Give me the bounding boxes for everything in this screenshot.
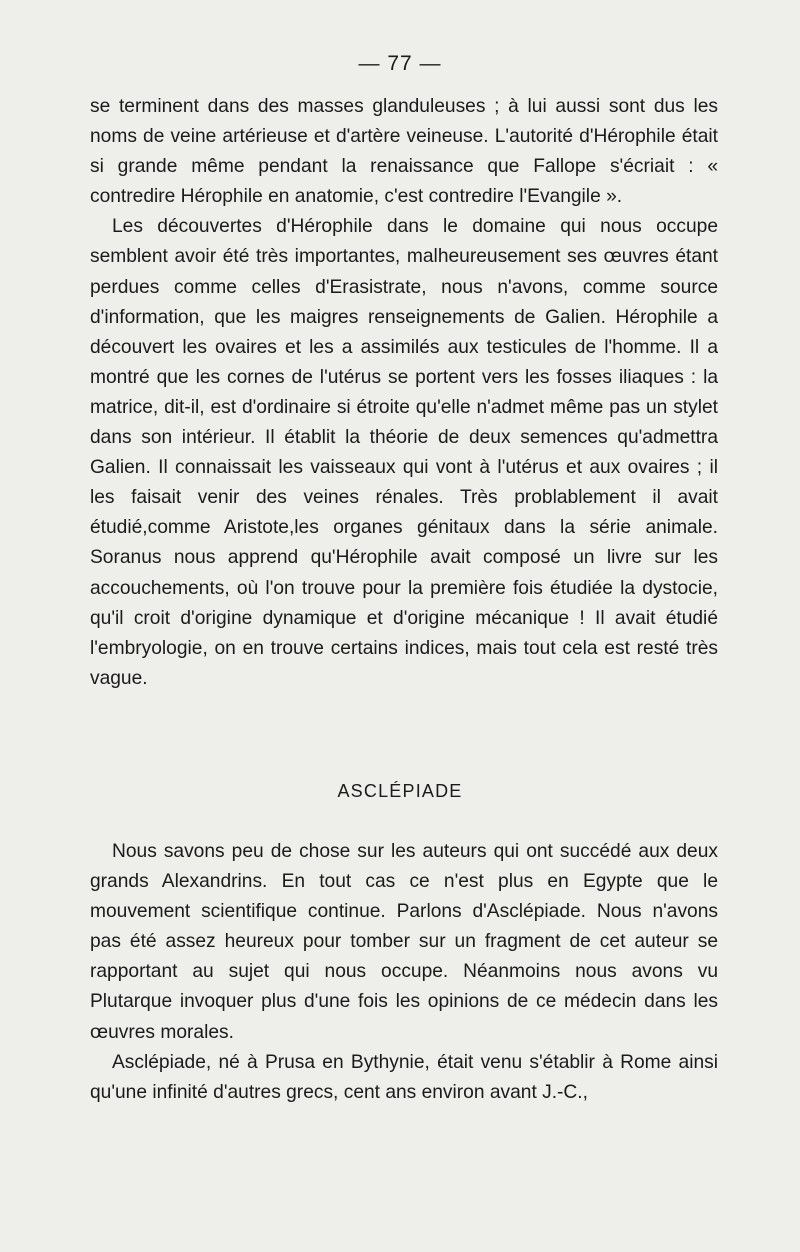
text-section-2 [90,837,718,1108]
page-number: — 77 — [358,52,442,75]
text-section-1 [90,92,718,694]
paragraph: se terminent dans des masses glanduleuses ; à lui aussi sont dus les noms de veine artérieuse et d'artère veineuse. L'autorité d'Hérophile était si grande même pendant la renaissance que Fallope s'écriait : « contredire Hérophile en anatomie, c'est contredire l'Evangile ». [90,96,718,208]
paragraph: Nous savons peu de chose sur les auteurs qui ont succédé aux deux grands Alexandrins. En tout cas ce n'est plus en Egypte que le mouvement scientifique continue. Parlons d'Asclépiade. Nous n'avons pas été assez heureux pour tomber sur un fragment de cet auteur se rapportant au sujet qui nous occupe. Néanmoins nous avons vu Plutarque invoquer plus d'une fois les opinions de ce médecin dans les œuvres morales. [90,841,718,1043]
section-heading: ASCLÉPIADE [337,781,463,801]
paragraph: Asclépiade, né à Prusa en Bythynie, était venu s'établir à Rome ainsi qu'une infinité d'autres grecs, cent ans environ avant J.-C., [90,1051,718,1103]
paragraph: Les découvertes d'Hérophile dans le domaine qui nous occupe semblent avoir été très importantes, malheureusement ses œuvres étant perdues comme celles d'Erasistrate, nous n'avons, comme source d'information, que les maigres renseignements de Galien. Hérophile a découvert les ovaires et les a assimilés aux testicules de l'homme. Il a montré que les cornes de l'utérus se portent vers les fosses iliaques : la matrice, dit-il, est d'ordinaire si étroite qu'elle n'admet même pas un stylet dans son intérieur. Il établit la théorie de deux semences qu'admettra Galien. Il connaissait les vaisseaux qui vont à l'utérus et aux ovaires ; il les faisait venir des veines rénales. Très problablement il avait étudié,comme Aristote,les organes génitaux dans la série animale. Soranus nous apprend qu'Hérophile avait composé un livre sur les accouchements, où l'on trouve pour la première fois étudiée la dystocie, qu'il croit d'origine dynamique et d'origine mécanique ! Il avait étudié l'embryologie, on en trouve certains indices, mais tout cela est resté très vague. [90,216,718,689]
